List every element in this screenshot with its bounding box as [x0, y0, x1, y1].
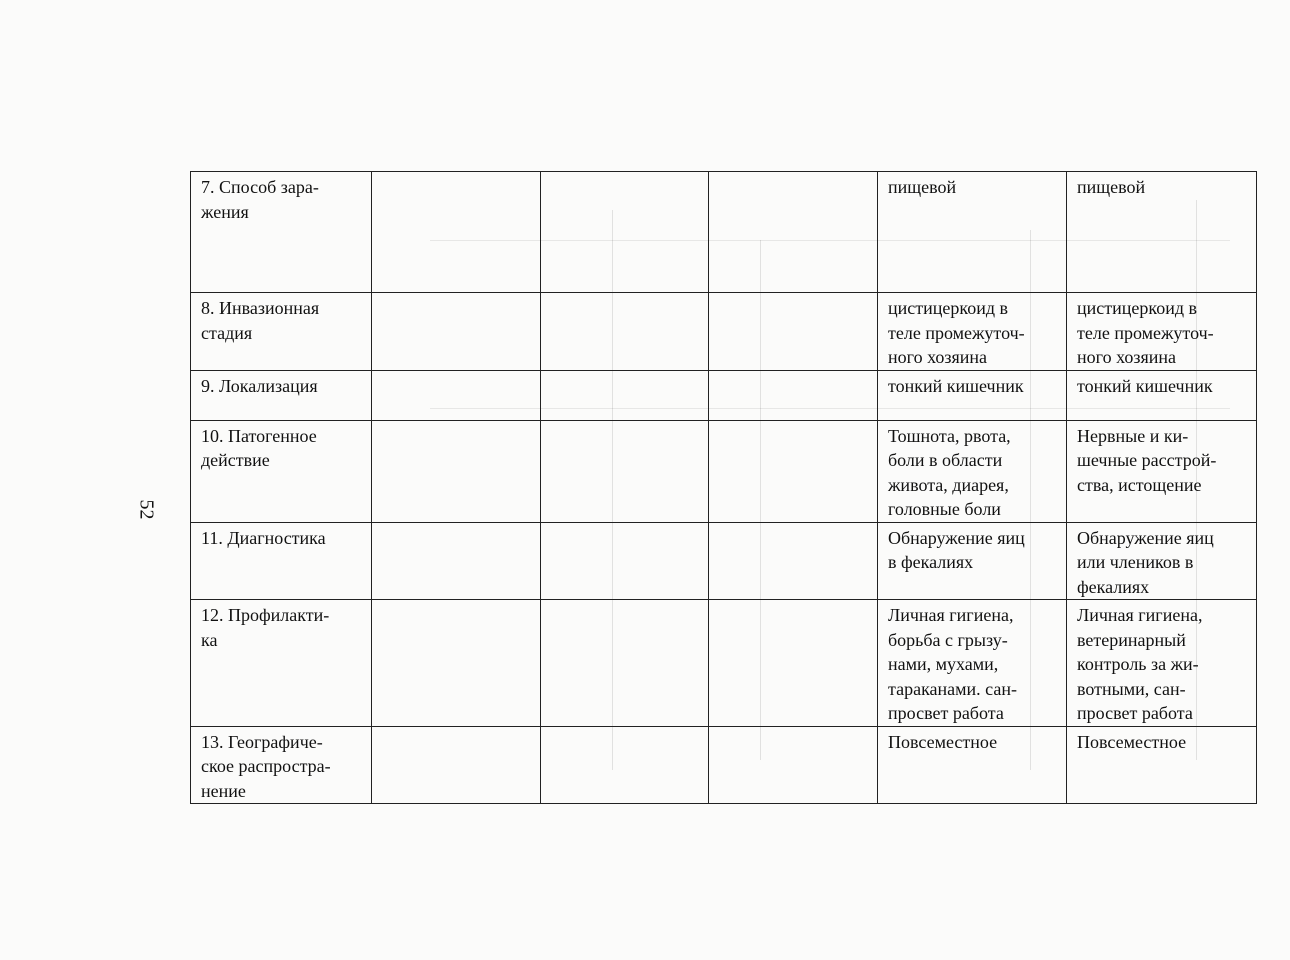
table-row [191, 600, 1257, 727]
table-cell: Повсеместное [1067, 726, 1257, 804]
table-cell: Обнаружение яиц в фекалиях [878, 522, 1067, 600]
table-cell: тонкий кишечник [878, 370, 1067, 420]
table-cell [709, 293, 878, 371]
table-cell: цистицеркоид в теле промежуточ- ного хозяина [878, 293, 1067, 371]
table-cell [372, 522, 541, 600]
table-cell: пищевой [878, 172, 1067, 293]
table-cell [372, 293, 541, 371]
table-cell: цистицеркоид в теле промежуточ- ного хозяина [1067, 293, 1257, 371]
table-body [191, 172, 1257, 804]
table-cell [541, 172, 709, 293]
row-label: 9. Локализация [191, 370, 372, 420]
table-cell [709, 600, 878, 727]
table-row [191, 293, 1257, 371]
table-cell [372, 726, 541, 804]
table-row [191, 370, 1257, 420]
table-cell [372, 600, 541, 727]
table-cell: Обнаружение яиц или члеников в фекалиях [1067, 522, 1257, 600]
table-cell [709, 522, 878, 600]
table-cell: Личная гигиена, ветеринарный контроль за жи- вотными, сан- просвет работа [1067, 600, 1257, 727]
table-cell [372, 420, 541, 522]
row-label: 13. Географиче- ское распростра- нение [191, 726, 372, 804]
table-cell [372, 370, 541, 420]
table-cell [541, 600, 709, 727]
table-cell [541, 522, 709, 600]
table-cell [709, 172, 878, 293]
table-cell [709, 370, 878, 420]
table-row [191, 172, 1257, 293]
table-cell: Личная гигиена, борьба с грызу- нами, мухами, тараканами. сан- просвет работа [878, 600, 1067, 727]
table-cell: Тошнота, рвота, боли в области живота, диарея, головные боли [878, 420, 1067, 522]
row-label: 8. Инвазионная стадия [191, 293, 372, 371]
table-cell [709, 726, 878, 804]
table-row [191, 420, 1257, 522]
table-row [191, 726, 1257, 804]
table-cell [372, 172, 541, 293]
table-cell [541, 420, 709, 522]
table-cell [541, 293, 709, 371]
table-cell: пищевой [1067, 172, 1257, 293]
row-label: 10. Патогенное действие [191, 420, 372, 522]
table-cell [541, 726, 709, 804]
table-cell: Нервные и ки- шечные расстрой- ства, истощение [1067, 420, 1257, 522]
page-number: 52 [135, 499, 158, 520]
comparison-table [190, 171, 1257, 804]
row-label: 7. Способ зара- жения [191, 172, 372, 293]
table-cell: тонкий кишечник [1067, 370, 1257, 420]
row-label: 12. Профилакти- ка [191, 600, 372, 727]
table-cell [541, 370, 709, 420]
table-row [191, 522, 1257, 600]
row-label: 11. Диагностика [191, 522, 372, 600]
table-cell: Повсеместное [878, 726, 1067, 804]
table-cell [709, 420, 878, 522]
